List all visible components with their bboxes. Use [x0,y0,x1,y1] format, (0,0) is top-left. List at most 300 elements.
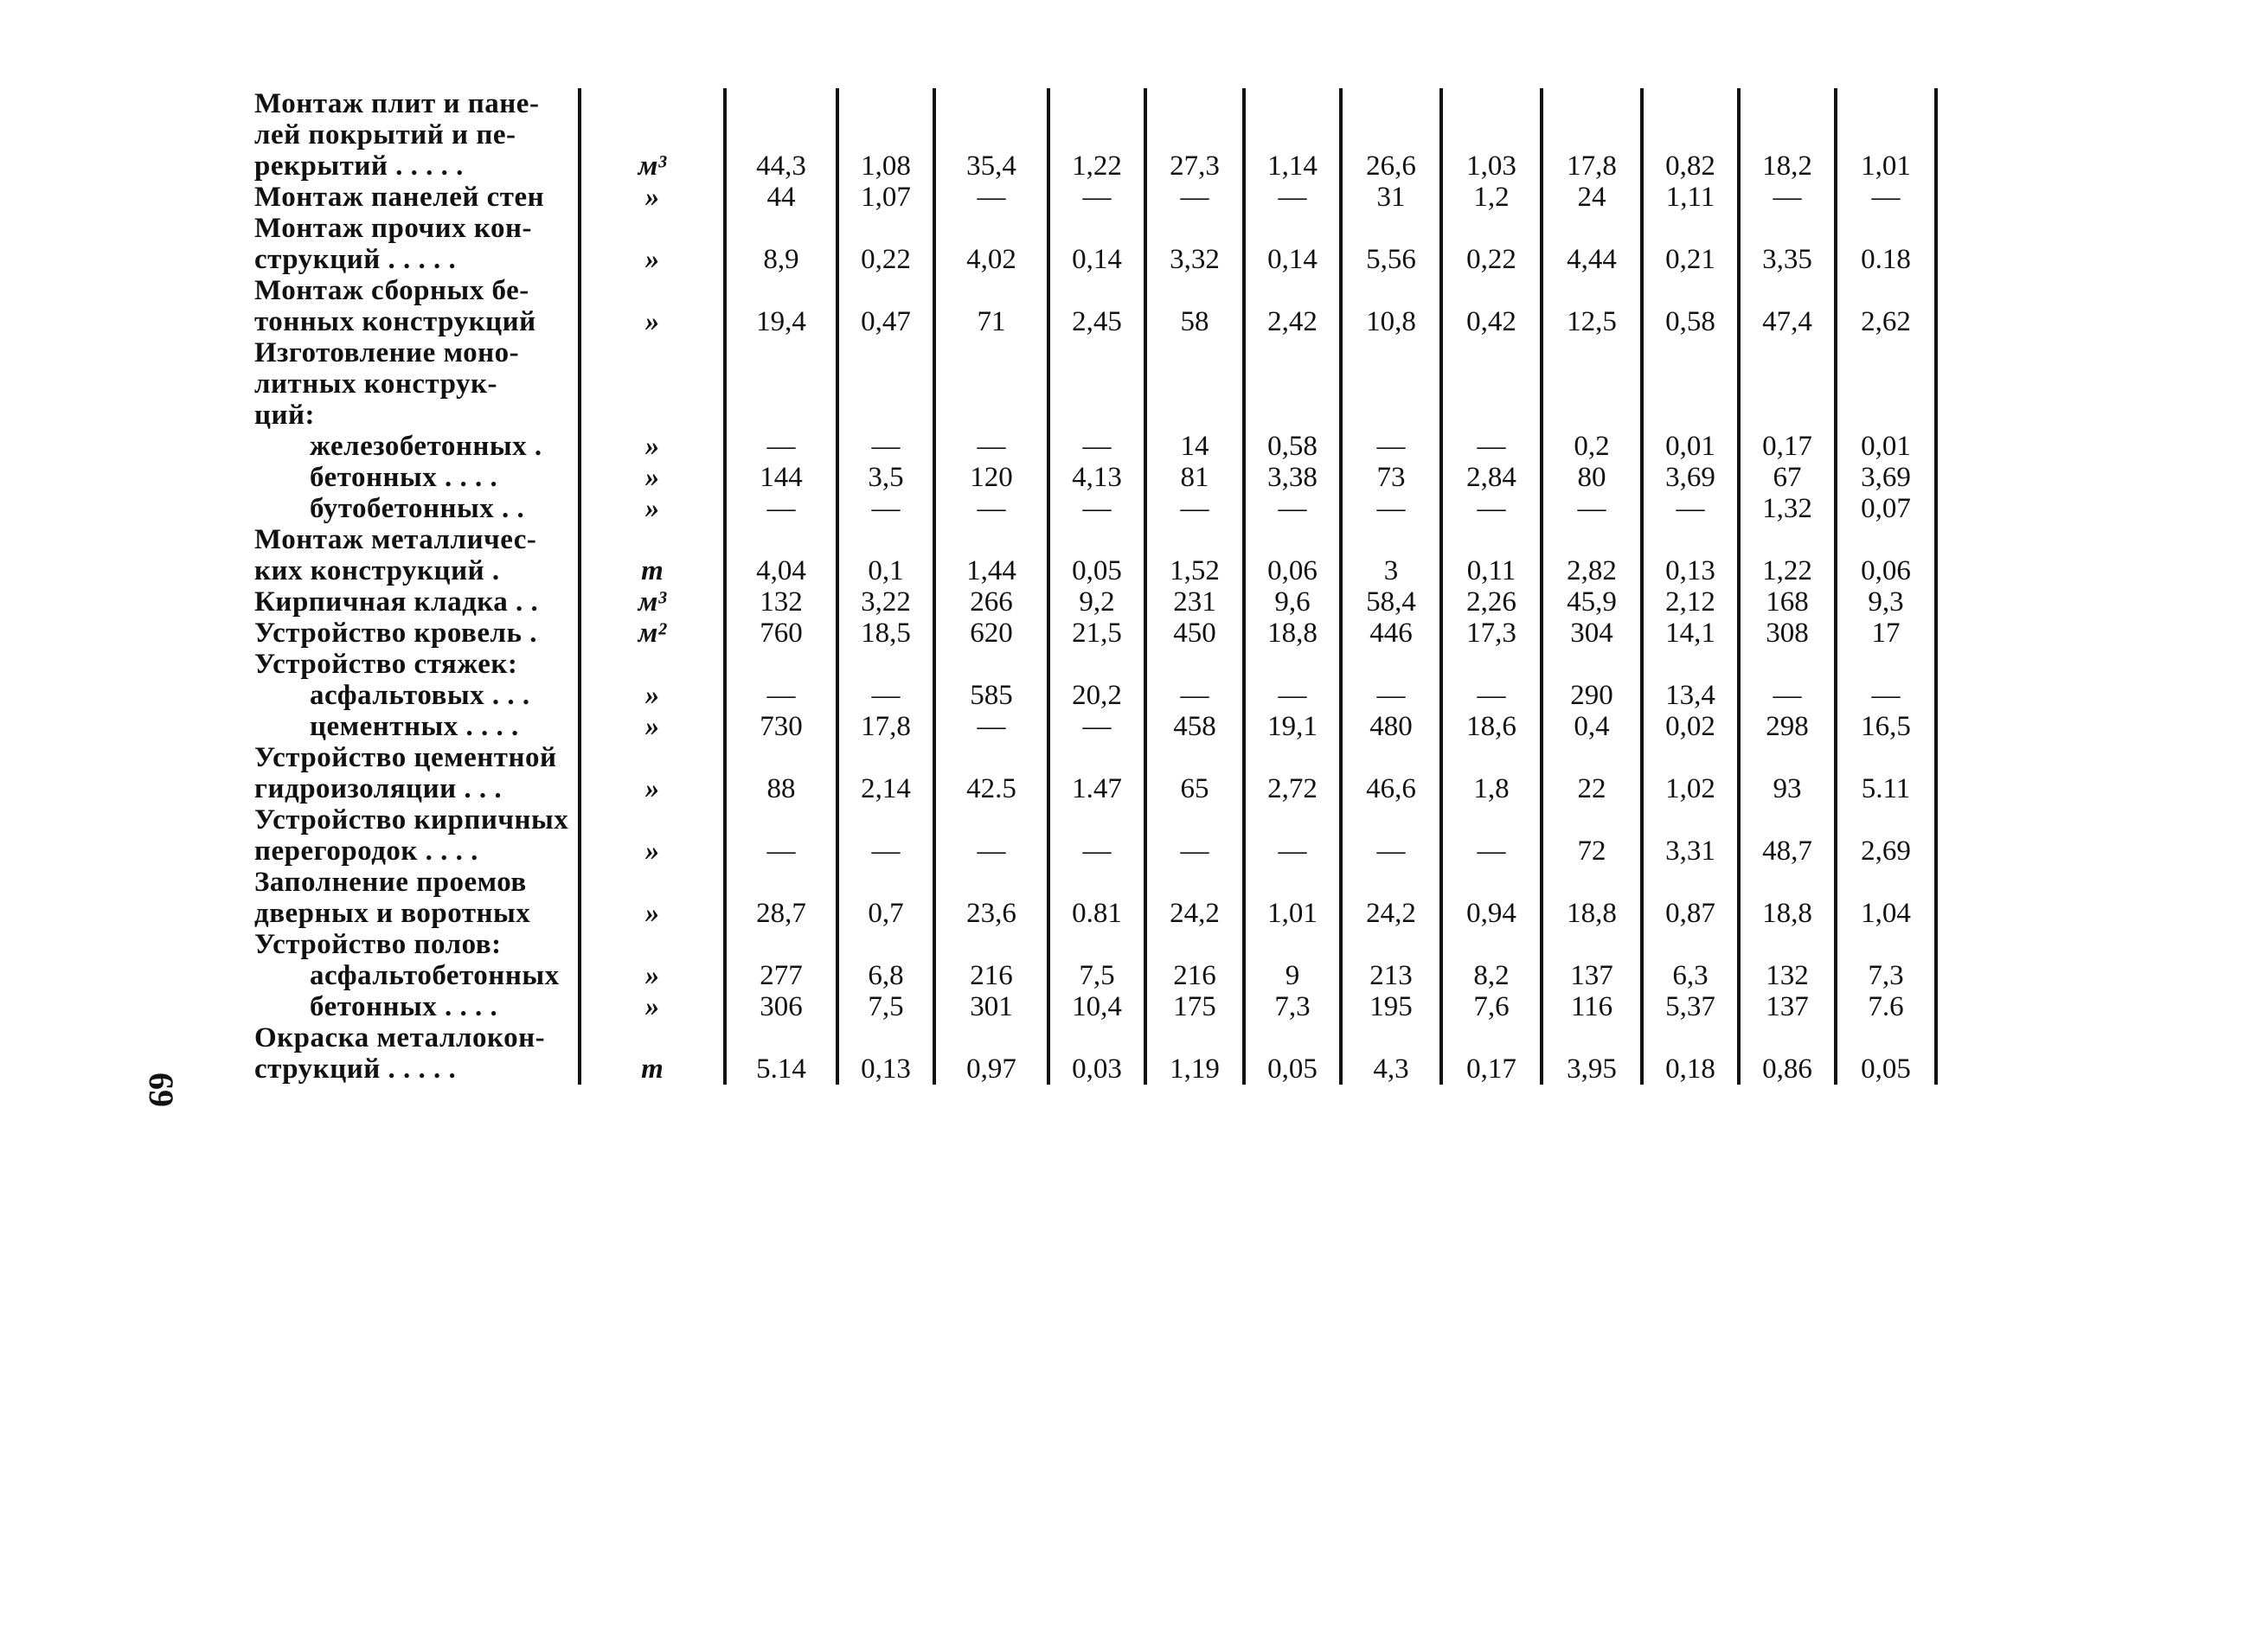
value-cell: 0,02 [1642,711,1739,742]
value-cell: 0,94 [1441,867,1542,929]
value-cell: 0,97 [934,1022,1048,1085]
value-cell [725,337,837,431]
value-cell: 2,26 [1441,586,1542,618]
value-cell: — [837,431,934,462]
work-name-line: Устройство кровель . [254,618,537,649]
work-name-line: перегородок . . . . [254,836,478,867]
value-cell [725,649,837,680]
value-cell: 290 [1542,680,1642,711]
value-cell: — [1739,680,1836,711]
unit-cell: » [580,182,725,213]
value-cell: 144 [725,462,837,493]
value-cell: — [1341,493,1441,524]
work-name-cell [251,182,580,213]
unit-cell: » [580,275,725,337]
value-cell: 175 [1145,991,1244,1022]
value-cell: 1,44 [934,524,1048,586]
value-cell: 23,6 [934,867,1048,929]
value-cell: 3,5 [837,462,934,493]
work-name-cell [251,213,580,275]
work-name-line: Окраска металлокон- [254,1022,546,1053]
value-cell: 8,9 [725,213,837,275]
value-cell: — [934,182,1048,213]
value-cell: 7,5 [1048,960,1145,991]
value-cell: — [837,680,934,711]
value-cell [1836,929,1936,960]
value-cell: 3 [1341,524,1441,586]
value-cell: 5,56 [1341,213,1441,275]
table-row [251,213,1936,275]
work-name-line: Монтаж панелей стен [254,182,545,213]
value-cell: 9,6 [1244,586,1341,618]
unit-cell: » [580,431,725,462]
table-row [251,649,1936,680]
unit-cell [580,337,725,431]
value-cell: 0,87 [1642,867,1739,929]
value-cell: — [1244,493,1341,524]
value-cell: 16,5 [1836,711,1936,742]
table-row [251,182,1936,213]
value-cell: 1,11 [1642,182,1739,213]
work-name-line: Заполнение проемов [254,867,527,898]
value-cell: 80 [1542,462,1642,493]
value-cell: 0,11 [1441,524,1542,586]
value-cell [1341,337,1441,431]
value-cell: 12,5 [1542,275,1642,337]
table-body [251,88,1936,1085]
value-cell: 67 [1739,462,1836,493]
table-row [251,275,1936,337]
work-name-line: лей покрытий и пе- [254,119,516,150]
value-cell: 17,8 [1542,88,1642,182]
value-cell: 19,1 [1244,711,1341,742]
value-cell: 0,14 [1244,213,1341,275]
work-name-cell [251,88,580,182]
value-cell: 93 [1739,742,1836,804]
value-cell: 5.14 [725,1022,837,1085]
unit-cell: » [580,711,725,742]
value-cell: — [934,711,1048,742]
value-cell [1048,649,1145,680]
work-name-line: цементных . . . . [310,711,519,742]
value-cell: — [1048,182,1145,213]
work-name-cell [251,649,580,680]
value-cell: 1,8 [1441,742,1542,804]
work-name-cell [251,742,580,804]
value-cell: 2,45 [1048,275,1145,337]
work-name-line: асфальтовых . . . [310,680,530,711]
value-cell: 0,06 [1244,524,1341,586]
value-cell: — [725,804,837,867]
unit-cell: » [580,742,725,804]
value-cell: 116 [1542,991,1642,1022]
value-cell: 58 [1145,275,1244,337]
unit-cell: м² [580,618,725,649]
value-cell: 0,58 [1642,275,1739,337]
value-cell: 216 [1145,960,1244,991]
value-cell: — [1145,493,1244,524]
work-name-line: бетонных . . . . [310,991,498,1022]
value-cell: 132 [1739,960,1836,991]
value-cell: 45,9 [1542,586,1642,618]
work-name-line: Изготовление моно- [254,337,520,368]
work-name-line: литных конструк- [254,368,498,400]
value-cell [1048,337,1145,431]
work-name-line: бутобетонных . . [310,493,525,524]
value-cell: 3,31 [1642,804,1739,867]
work-name-line: Устройство полов: [254,929,502,960]
value-cell: 298 [1739,711,1836,742]
value-cell [837,337,934,431]
value-cell: 137 [1542,960,1642,991]
value-cell: 58,4 [1341,586,1441,618]
value-cell: 17 [1836,618,1936,649]
unit-cell [580,649,725,680]
value-cell: 88 [725,742,837,804]
value-cell [1441,649,1542,680]
value-cell: 0,22 [1441,213,1542,275]
work-name-line: асфальтобетонных [310,960,560,991]
value-cell: 3,32 [1145,213,1244,275]
value-cell: 0,4 [1542,711,1642,742]
value-cell: 18,8 [1542,867,1642,929]
value-cell: 10,8 [1341,275,1441,337]
value-cell: 1,01 [1836,88,1936,182]
value-cell: 1,52 [1145,524,1244,586]
value-cell: 17,3 [1441,618,1542,649]
value-cell: 1.47 [1048,742,1145,804]
table-row [251,462,1936,493]
value-cell: 0.18 [1836,213,1936,275]
table-row [251,337,1936,431]
value-cell: 72 [1542,804,1642,867]
work-name-line: Кирпичная кладка . . [254,586,539,618]
value-cell: 0,06 [1836,524,1936,586]
value-cell: 21,5 [1048,618,1145,649]
table-row [251,960,1936,991]
value-cell: 1,03 [1441,88,1542,182]
unit-cell: » [580,493,725,524]
value-cell: 2,12 [1642,586,1739,618]
value-cell [1642,929,1739,960]
value-cell: 1,19 [1145,1022,1244,1085]
work-name-line: Устройство кирпичных [254,804,569,836]
value-cell: 585 [934,680,1048,711]
value-cell: — [934,493,1048,524]
value-cell: 5,37 [1642,991,1739,1022]
value-cell: 0,13 [1642,524,1739,586]
value-cell: 44 [725,182,837,213]
value-cell: 9,3 [1836,586,1936,618]
value-cell: 7,6 [1441,991,1542,1022]
table-row [251,586,1936,618]
work-name-cell [251,275,580,337]
value-cell: 10,4 [1048,991,1145,1022]
value-cell: 0,05 [1048,524,1145,586]
value-cell: — [1048,711,1145,742]
value-cell [934,929,1048,960]
value-cell: 446 [1341,618,1441,649]
value-cell: 0,86 [1739,1022,1836,1085]
work-name-line: ких конструкций . [254,555,500,586]
value-cell: 480 [1341,711,1441,742]
value-cell: 13,4 [1642,680,1739,711]
work-name-line: дверных и воротных [254,898,531,929]
value-cell: 1,32 [1739,493,1836,524]
value-cell [1441,337,1542,431]
value-cell: 1,02 [1642,742,1739,804]
value-cell: 3,95 [1542,1022,1642,1085]
value-cell: — [1048,804,1145,867]
work-volume-table [251,88,1938,1085]
value-cell [1739,649,1836,680]
table-row [251,929,1936,960]
work-name-cell [251,929,580,960]
value-cell: — [934,804,1048,867]
value-cell: 0,05 [1244,1022,1341,1085]
value-cell: — [1441,680,1542,711]
value-cell: 4,3 [1341,1022,1441,1085]
value-cell: — [837,493,934,524]
value-cell: 277 [725,960,837,991]
unit-cell: т [580,524,725,586]
value-cell: 450 [1145,618,1244,649]
value-cell [1244,929,1341,960]
work-name-cell [251,618,580,649]
value-cell [1836,337,1936,431]
value-cell [1341,649,1441,680]
value-cell: 18,5 [837,618,934,649]
value-cell: 17,8 [837,711,934,742]
value-cell: 0,17 [1441,1022,1542,1085]
value-cell: 1,08 [837,88,934,182]
table-row [251,431,1936,462]
table-row [251,991,1936,1022]
value-cell: 4,02 [934,213,1048,275]
value-cell: 0,18 [1642,1022,1739,1085]
unit-cell: » [580,680,725,711]
value-cell: 18,8 [1739,867,1836,929]
value-cell [934,649,1048,680]
value-cell: — [1836,680,1936,711]
value-cell: 48,7 [1739,804,1836,867]
value-cell: 1,01 [1244,867,1341,929]
unit-cell: » [580,462,725,493]
value-cell [1048,929,1145,960]
value-cell: — [1048,493,1145,524]
value-cell: — [1244,680,1341,711]
work-name-line: тонных конструкций [254,306,536,337]
value-cell: 1,22 [1739,524,1836,586]
value-cell [1739,929,1836,960]
value-cell: 0,2 [1542,431,1642,462]
value-cell: 137 [1739,991,1836,1022]
value-cell: 308 [1739,618,1836,649]
value-cell: 266 [934,586,1048,618]
value-cell: 2,84 [1441,462,1542,493]
value-cell [1244,337,1341,431]
table-row [251,88,1936,182]
value-cell: 2,42 [1244,275,1341,337]
work-name-cell [251,960,580,991]
work-name-line: бетонных . . . . [310,462,498,493]
value-cell: 4,04 [725,524,837,586]
value-cell: 31 [1341,182,1441,213]
value-cell: 81 [1145,462,1244,493]
work-name-cell [251,991,580,1022]
value-cell: 7.6 [1836,991,1936,1022]
value-cell [1341,929,1441,960]
value-cell: 0,22 [837,213,934,275]
value-cell: 301 [934,991,1048,1022]
work-name-cell [251,711,580,742]
value-cell: — [1145,804,1244,867]
value-cell: 65 [1145,742,1244,804]
value-cell: — [725,431,837,462]
value-cell: — [1739,182,1836,213]
work-name-cell [251,867,580,929]
value-cell: 1,22 [1048,88,1145,182]
value-cell: 4,44 [1542,213,1642,275]
table-row [251,493,1936,524]
value-cell: 3,38 [1244,462,1341,493]
value-cell: 0,17 [1739,431,1836,462]
value-cell: — [1441,804,1542,867]
value-cell: 1,14 [1244,88,1341,182]
value-cell [1244,649,1341,680]
value-cell [934,337,1048,431]
value-cell: 19,4 [725,275,837,337]
work-name-cell [251,524,580,586]
value-cell: 0,21 [1642,213,1739,275]
value-cell: 0,03 [1048,1022,1145,1085]
value-cell: 120 [934,462,1048,493]
value-cell: 195 [1341,991,1441,1022]
value-cell: 1,07 [837,182,934,213]
work-name-line: Монтаж прочих кон- [254,213,532,244]
value-cell: 5.11 [1836,742,1936,804]
value-cell: 26,6 [1341,88,1441,182]
value-cell: 7,3 [1244,991,1341,1022]
value-cell: 46,6 [1341,742,1441,804]
value-cell [1441,929,1542,960]
value-cell: 73 [1341,462,1441,493]
value-cell: 20,2 [1048,680,1145,711]
value-cell [837,649,934,680]
work-name-cell [251,431,580,462]
value-cell: — [1341,431,1441,462]
value-cell: — [1244,182,1341,213]
work-name-line: ций: [254,400,316,431]
value-cell [1542,929,1642,960]
value-cell: 24,2 [1341,867,1441,929]
value-cell: 0,07 [1836,493,1936,524]
value-cell: 27,3 [1145,88,1244,182]
value-cell: 2,82 [1542,524,1642,586]
value-cell [1642,649,1739,680]
table-row [251,680,1936,711]
value-cell [1836,649,1936,680]
value-cell: 132 [725,586,837,618]
value-cell: 44,3 [725,88,837,182]
value-cell: — [725,493,837,524]
work-name-line: Монтаж сборных бе- [254,275,529,306]
table-row [251,804,1936,867]
value-cell: 0,1 [837,524,934,586]
value-cell: 7,3 [1836,960,1936,991]
value-cell: 0,82 [1642,88,1739,182]
value-cell: — [725,680,837,711]
value-cell: — [1836,182,1936,213]
work-name-line: струкций . . . . . [254,1053,457,1085]
value-cell: — [1341,804,1441,867]
value-cell: 0,01 [1642,431,1739,462]
unit-cell: м³ [580,586,725,618]
value-cell [1542,337,1642,431]
unit-cell: » [580,213,725,275]
work-name-cell [251,1022,580,1085]
page-number: 69 [142,1073,181,1107]
value-cell: — [934,431,1048,462]
value-cell: 9,2 [1048,586,1145,618]
value-cell: 458 [1145,711,1244,742]
value-cell: 760 [725,618,837,649]
unit-cell [580,929,725,960]
unit-cell: » [580,960,725,991]
unit-cell: т [580,1022,725,1085]
value-cell: 47,4 [1739,275,1836,337]
value-cell: 6,3 [1642,960,1739,991]
work-name-cell [251,680,580,711]
value-cell: 2,72 [1244,742,1341,804]
value-cell: 42.5 [934,742,1048,804]
value-cell: 3,35 [1739,213,1836,275]
value-cell: 1,2 [1441,182,1542,213]
value-cell: — [1145,680,1244,711]
value-cell: 0,58 [1244,431,1341,462]
work-name-cell [251,493,580,524]
value-cell: 213 [1341,960,1441,991]
value-cell: — [1341,680,1441,711]
work-name-cell [251,462,580,493]
value-cell: 0,47 [837,275,934,337]
value-cell: 71 [934,275,1048,337]
value-cell: 24,2 [1145,867,1244,929]
value-cell: 2,14 [837,742,934,804]
value-cell: 168 [1739,586,1836,618]
value-cell: 231 [1145,586,1244,618]
unit-cell: » [580,804,725,867]
value-cell: — [1441,431,1542,462]
work-name-line: рекрытий . . . . . [254,150,464,182]
table-row [251,867,1936,929]
value-cell: 0,01 [1836,431,1936,462]
value-cell: 0.81 [1048,867,1145,929]
value-cell: 2,69 [1836,804,1936,867]
value-cell: 9 [1244,960,1341,991]
value-cell: 28,7 [725,867,837,929]
value-cell: 620 [934,618,1048,649]
value-cell [1145,929,1244,960]
table-row [251,618,1936,649]
work-name-line: Устройство стяжек: [254,649,518,680]
value-cell [1145,649,1244,680]
value-cell: 18,2 [1739,88,1836,182]
work-name-line: Устройство цементной [254,742,557,773]
value-cell: 304 [1542,618,1642,649]
value-cell: 2,62 [1836,275,1936,337]
work-name-line: Монтаж металличес- [254,524,537,555]
